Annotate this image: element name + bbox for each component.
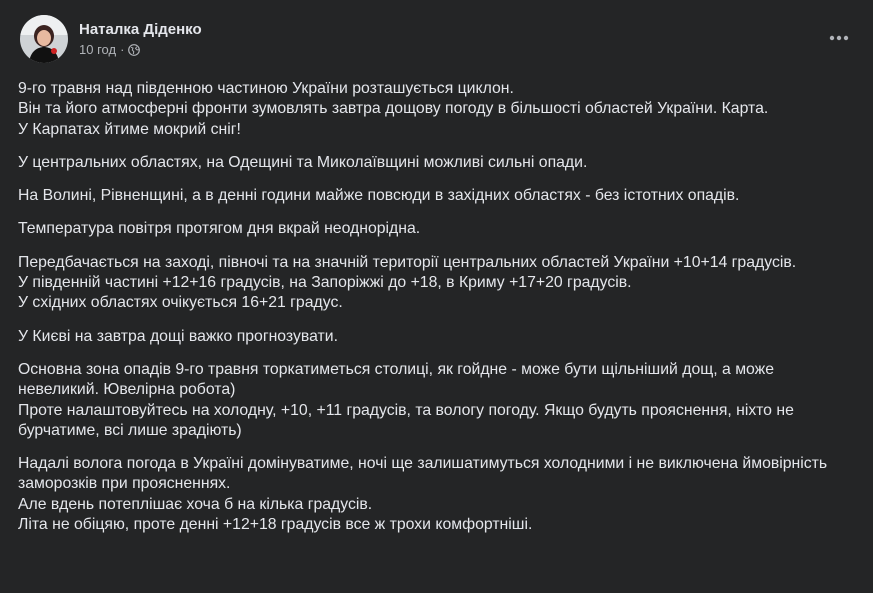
post-body — [18, 79, 859, 548]
avatar-photo — [20, 15, 68, 63]
post-line: Основна зона опадів 9-го травня торкатиметься столиці, як гойдне - може бути щільніший дощ, а може невеликий. Ювелірна робота) — [18, 360, 775, 399]
post-paragraph — [18, 153, 859, 173]
post-paragraph — [18, 79, 859, 140]
post-paragraph — [18, 454, 859, 535]
post-paragraph — [18, 186, 859, 206]
post-line: Проте налаштовуйтесь на холодну, +10, +11 градусів, та вологу погоду. Якщо будуть прояснення, ніхто не бурчатиме, всі лише зрадіють) — [18, 401, 794, 439]
post-line: Але вдень потеплішає хоча б на кілька градусів. — [18, 495, 373, 513]
post-line: У Києві на завтра дощі важко прогнозувати. — [18, 327, 338, 345]
post-line: Температура повітря протягом дня вкрай неоднорідна. — [18, 220, 421, 238]
post-line: У Карпатах йтиме мокрий сніг! — [18, 120, 241, 138]
post-line: У центральних областях, на Одещині та Миколаївщині можливі сильні опади. — [18, 153, 588, 171]
more-icon — [829, 35, 849, 41]
post-paragraph — [18, 253, 859, 314]
post-paragraph — [18, 327, 859, 347]
post-line: Надалі волога погода в Україні домінуватиме, ночі ще залишатимуться холодними і не виключена ймовірність заморозків при проясненнях. — [18, 455, 828, 493]
post-paragraph — [18, 219, 859, 239]
author-name[interactable]: Наталка Діденко — [79, 20, 202, 38]
post-line: Він та його атмосферні фронти зумовлять завтра дощову погоду в більшості областей України. Карта. — [18, 100, 769, 118]
post-line: У південній частині +12+16 градусів, на Запоріжжі до +18, в Криму +17+20 градусів. — [18, 274, 632, 292]
post-line: Передбачається на заході, півночі та на значній території центральних областей України +10+14 градусів. — [18, 253, 797, 271]
post-paragraph — [18, 360, 859, 441]
more-options-button[interactable] — [821, 24, 857, 52]
post-header — [20, 14, 202, 64]
meta-separator: · — [120, 41, 125, 57]
post-line: У східних областях очікується 16+21 градус. — [18, 294, 343, 312]
post-line: 9-го травня над південною частиною України розташується циклон. — [18, 80, 514, 97]
author-avatar[interactable] — [20, 15, 68, 63]
post-line: На Волині, Рівненщині, а в денні години майже повсюди в західних областях - без істотних опадів. — [18, 187, 740, 205]
post-timestamp[interactable]: 10 год — [79, 41, 117, 57]
post-line: Літа не обіцяю, проте денні +12+18 градусів все ж трохи комфортніші. — [18, 516, 533, 534]
globe-icon[interactable] — [128, 44, 140, 56]
